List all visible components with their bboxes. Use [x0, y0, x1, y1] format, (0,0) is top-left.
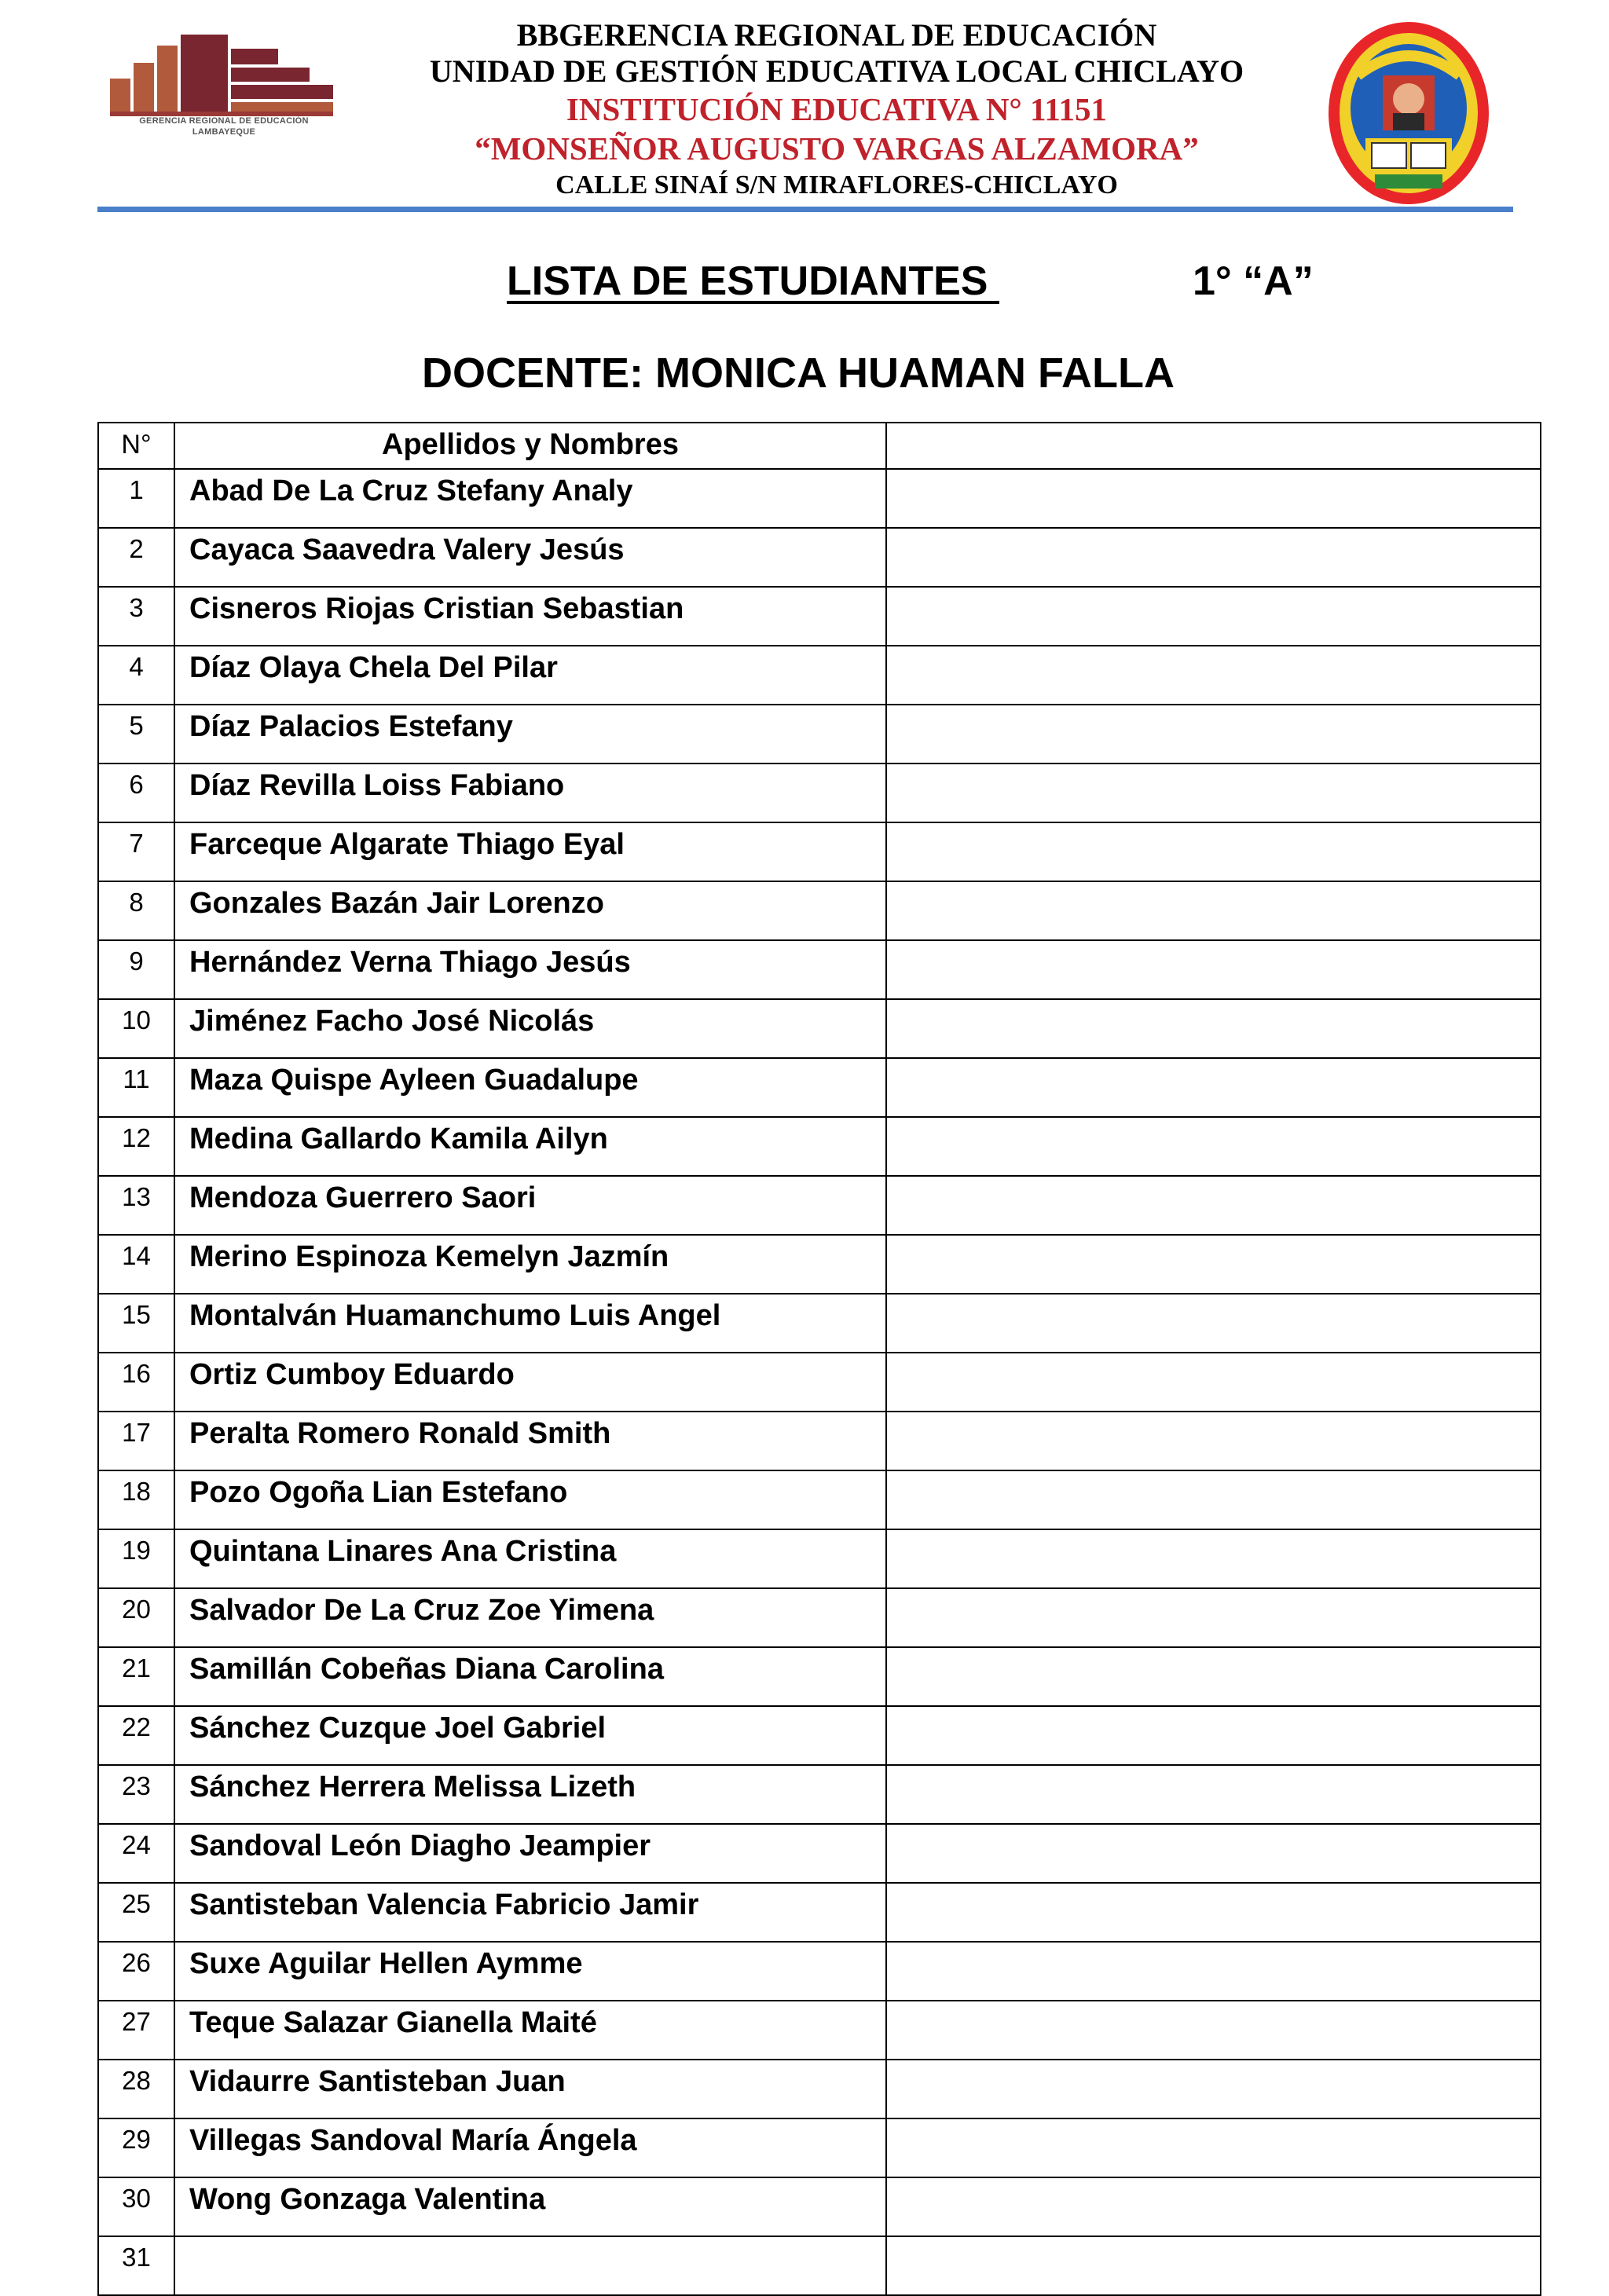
student-name: Samillán Cobeñas Diana Carolina — [174, 1647, 886, 1706]
student-name: Cisneros Riojas Cristian Sebastian — [174, 587, 886, 646]
table-row — [98, 2236, 1541, 2295]
table-row — [98, 1824, 1541, 1883]
student-name: Vidaurre Santisteban Juan — [174, 2060, 886, 2118]
header-line-school-name: “MONSEÑOR AUGUSTO VARGAS ALZAMORA” — [475, 130, 1199, 167]
table-row — [98, 2060, 1541, 2118]
blank-cell — [886, 881, 1541, 940]
row-number: 25 — [98, 1883, 174, 1942]
table-row — [98, 528, 1541, 587]
student-name: Maza Quispe Ayleen Guadalupe — [174, 1058, 886, 1117]
blank-cell — [886, 528, 1541, 587]
student-name: Farceque Algarate Thiago Eyal — [174, 822, 886, 881]
blank-cell — [886, 2118, 1541, 2177]
student-name: Abad De La Cruz Stefany Analy — [174, 469, 886, 528]
row-number: 23 — [98, 1765, 174, 1824]
row-number: 9 — [98, 940, 174, 999]
student-name: Pozo Ogoña Lian Estefano — [174, 1470, 886, 1529]
blank-cell — [886, 2177, 1541, 2236]
row-number: 14 — [98, 1235, 174, 1294]
student-name: Quintana Linares Ana Cristina — [174, 1529, 886, 1588]
header-divider — [97, 207, 1513, 212]
student-name: Díaz Revilla Loiss Fabiano — [174, 764, 886, 822]
blank-cell — [886, 1529, 1541, 1588]
table-row — [98, 1942, 1541, 2001]
header-blank — [886, 423, 1541, 469]
row-number: 4 — [98, 646, 174, 705]
blank-cell — [886, 1824, 1541, 1883]
blank-cell — [886, 940, 1541, 999]
row-number: 3 — [98, 587, 174, 646]
row-number: 17 — [98, 1412, 174, 1470]
row-number: 19 — [98, 1529, 174, 1588]
page-title: LISTA DE ESTUDIANTES — [507, 258, 999, 304]
student-name: Díaz Olaya Chela Del Pilar — [174, 646, 886, 705]
student-name: Santisteban Valencia Fabricio Jamir — [174, 1883, 886, 1942]
table-row — [98, 999, 1541, 1058]
table-row — [98, 822, 1541, 881]
student-name: Teque Salazar Gianella Maité — [174, 2001, 886, 2060]
student-name: Sánchez Cuzque Joel Gabriel — [174, 1706, 886, 1765]
row-number: 7 — [98, 822, 174, 881]
blank-cell — [886, 705, 1541, 764]
header-names: Apellidos y Nombres — [174, 423, 886, 469]
header-line-address: CALLE SINAÍ S/N MIRAFLORES-CHICLAYO — [555, 170, 1118, 200]
gre-lambayeque-logo — [110, 35, 338, 145]
table-row — [98, 1765, 1541, 1824]
row-number: 20 — [98, 1588, 174, 1647]
blank-cell — [886, 1058, 1541, 1117]
blank-cell — [886, 1706, 1541, 1765]
blank-cell — [886, 1294, 1541, 1353]
table-row — [98, 2118, 1541, 2177]
student-list-table — [97, 422, 1541, 2296]
title-row — [0, 258, 1609, 313]
table-header-row — [98, 423, 1541, 469]
student-name: Sánchez Herrera Melissa Lizeth — [174, 1765, 886, 1824]
institution-header — [346, 17, 1328, 203]
logo-caption-line2: LAMBAYEQUE — [192, 127, 256, 137]
table-row — [98, 2177, 1541, 2236]
row-number: 30 — [98, 2177, 174, 2236]
row-number: 28 — [98, 2060, 174, 2118]
blank-cell — [886, 646, 1541, 705]
table-row — [98, 881, 1541, 940]
student-name: Gonzales Bazán Jair Lorenzo — [174, 881, 886, 940]
blank-cell — [886, 1765, 1541, 1824]
table-row — [98, 2001, 1541, 2060]
student-name: Salvador De La Cruz Zoe Yimena — [174, 1588, 886, 1647]
teacher-name: DOCENTE: MONICA HUAMAN FALLA — [422, 350, 1175, 397]
table-row — [98, 1294, 1541, 1353]
blank-cell — [886, 1942, 1541, 2001]
table-row — [98, 1529, 1541, 1588]
school-crest-icon — [1326, 20, 1491, 209]
row-number: 6 — [98, 764, 174, 822]
table-row — [98, 1353, 1541, 1412]
blank-cell — [886, 1353, 1541, 1412]
row-number: 31 — [98, 2236, 174, 2295]
table-row — [98, 705, 1541, 764]
student-name: Medina Gallardo Kamila Ailyn — [174, 1117, 886, 1176]
student-name: Montalván Huamanchumo Luis Angel — [174, 1294, 886, 1353]
student-name: Merino Espinoza Kemelyn Jazmín — [174, 1235, 886, 1294]
student-rows — [98, 469, 1541, 2295]
table-row — [98, 1176, 1541, 1235]
row-number: 21 — [98, 1647, 174, 1706]
table-row — [98, 1588, 1541, 1647]
school-seal — [1326, 20, 1491, 209]
grade-section: 1° “A” — [1193, 258, 1314, 304]
table-row — [98, 764, 1541, 822]
blank-cell — [886, 822, 1541, 881]
row-number: 11 — [98, 1058, 174, 1117]
row-number: 10 — [98, 999, 174, 1058]
table-row — [98, 940, 1541, 999]
blank-cell — [886, 999, 1541, 1058]
header-line-ugel: UNIDAD DE GESTIÓN EDUCATIVA LOCAL CHICLAYO — [429, 53, 1244, 89]
row-number: 8 — [98, 881, 174, 940]
blank-cell — [886, 2001, 1541, 2060]
table-row — [98, 1117, 1541, 1176]
student-name: Suxe Aguilar Hellen Aymme — [174, 1942, 886, 2001]
header-line-regional: BBGERENCIA REGIONAL DE EDUCACIÓN — [516, 17, 1157, 53]
student-name — [174, 2236, 886, 2295]
table-row — [98, 1412, 1541, 1470]
row-number: 26 — [98, 1942, 174, 2001]
blank-cell — [886, 1588, 1541, 1647]
student-name: Díaz Palacios Estefany — [174, 705, 886, 764]
row-number: 13 — [98, 1176, 174, 1235]
blank-cell — [886, 587, 1541, 646]
blank-cell — [886, 469, 1541, 528]
blank-cell — [886, 2236, 1541, 2295]
row-number: 16 — [98, 1353, 174, 1412]
blank-cell — [886, 1883, 1541, 1942]
student-name: Mendoza Guerrero Saori — [174, 1176, 886, 1235]
row-number: 5 — [98, 705, 174, 764]
header-number: N° — [98, 423, 174, 469]
blank-cell — [886, 1470, 1541, 1529]
student-name: Wong Gonzaga Valentina — [174, 2177, 886, 2236]
blank-cell — [886, 1117, 1541, 1176]
student-name: Villegas Sandoval María Ángela — [174, 2118, 886, 2177]
student-name: Sandoval León Diagho Jeampier — [174, 1824, 886, 1883]
table-row — [98, 1647, 1541, 1706]
brick-columns-icon — [110, 35, 338, 116]
row-number: 27 — [98, 2001, 174, 2060]
table-row — [98, 587, 1541, 646]
student-name: Jiménez Facho José Nicolás — [174, 999, 886, 1058]
blank-cell — [886, 1235, 1541, 1294]
student-name: Ortiz Cumboy Eduardo — [174, 1353, 886, 1412]
table-row — [98, 646, 1541, 705]
table-row — [98, 1235, 1541, 1294]
table-row — [98, 469, 1541, 528]
student-name: Hernández Verna Thiago Jesús — [174, 940, 886, 999]
table-row — [98, 1883, 1541, 1942]
student-name: Cayaca Saavedra Valery Jesús — [174, 528, 886, 587]
row-number: 18 — [98, 1470, 174, 1529]
blank-cell — [886, 2060, 1541, 2118]
logo-caption-line1: GERENCIA REGIONAL DE EDUCACIÓN — [139, 116, 309, 126]
blank-cell — [886, 1647, 1541, 1706]
table-row — [98, 1706, 1541, 1765]
teacher-heading — [0, 349, 1609, 397]
row-number: 1 — [98, 469, 174, 528]
row-number: 22 — [98, 1706, 174, 1765]
header-line-institution: INSTITUCIÓN EDUCATIVA N° 11151 — [566, 91, 1108, 127]
blank-cell — [886, 1176, 1541, 1235]
row-number: 15 — [98, 1294, 174, 1353]
student-name: Peralta Romero Ronald Smith — [174, 1412, 886, 1470]
row-number: 29 — [98, 2118, 174, 2177]
blank-cell — [886, 764, 1541, 822]
row-number: 12 — [98, 1117, 174, 1176]
table-row — [98, 1470, 1541, 1529]
blank-cell — [886, 1412, 1541, 1470]
table-row — [98, 1058, 1541, 1117]
row-number: 24 — [98, 1824, 174, 1883]
row-number: 2 — [98, 528, 174, 587]
